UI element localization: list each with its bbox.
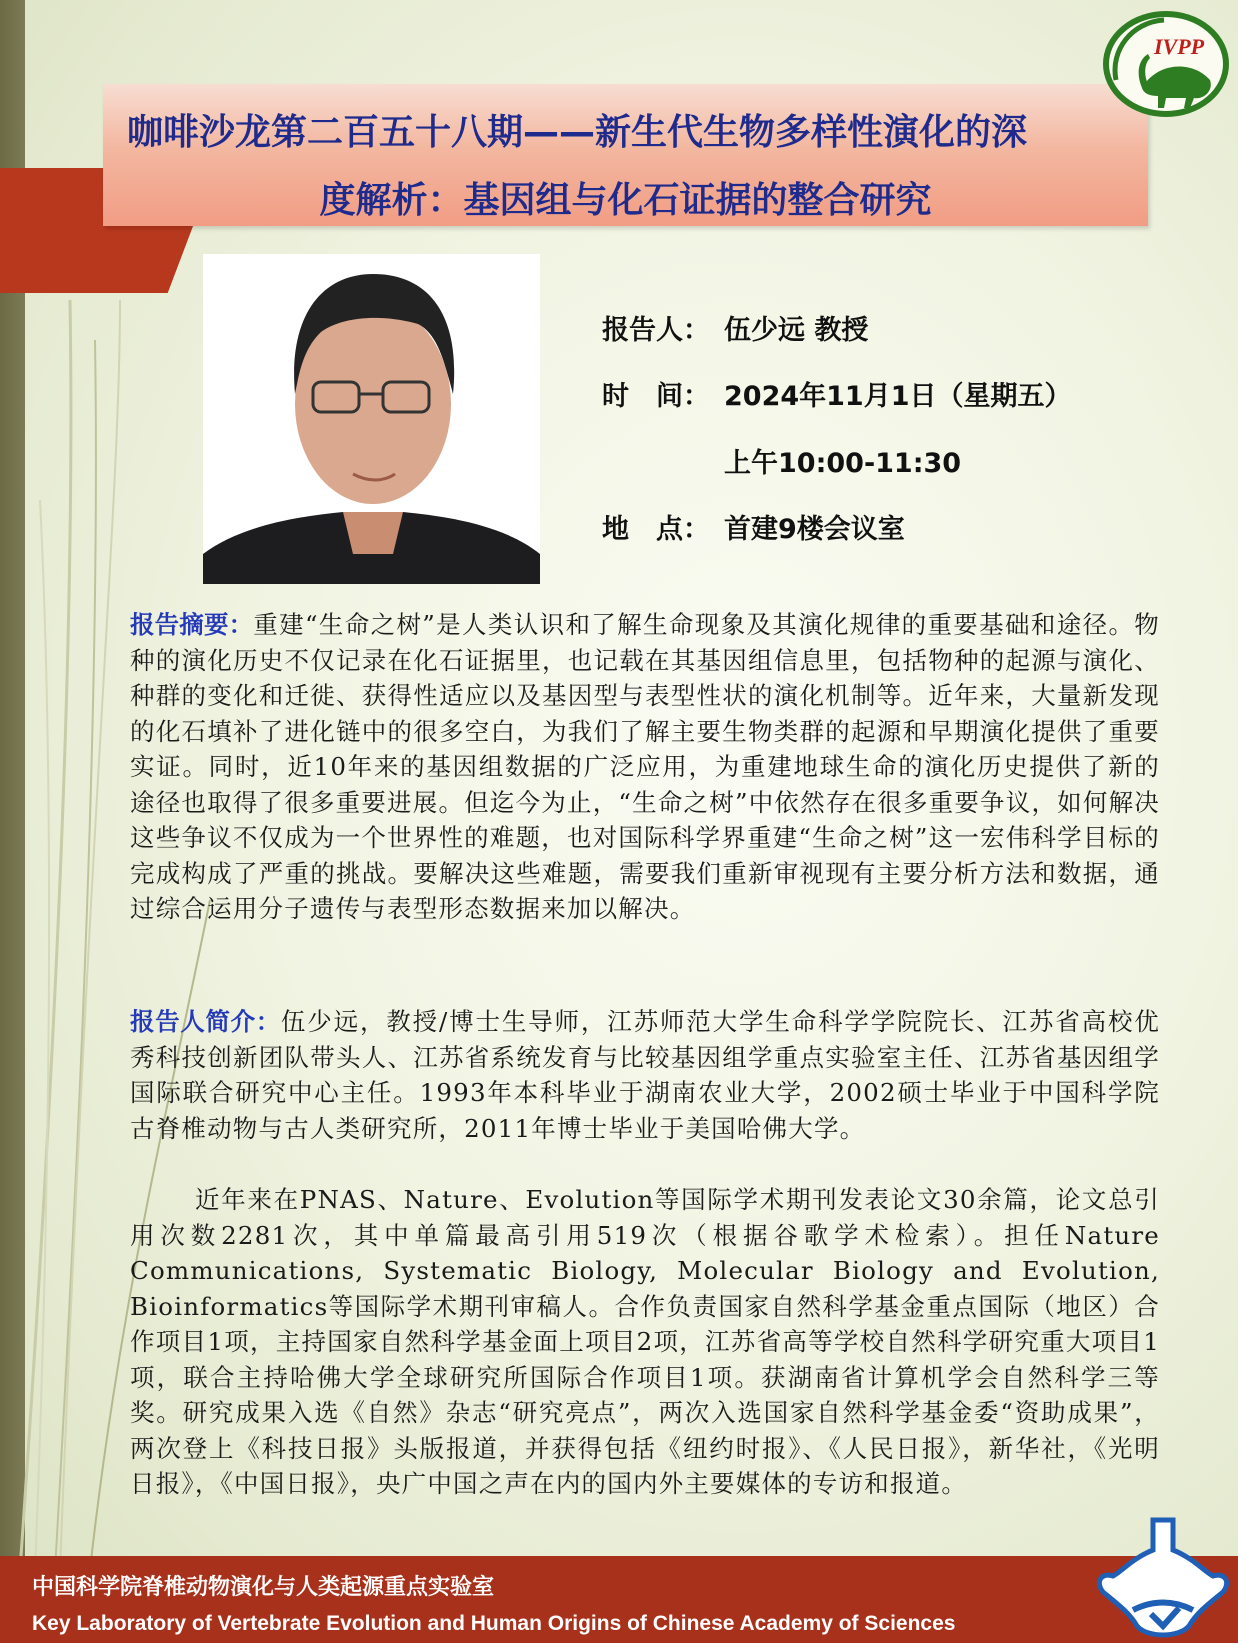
time-row bbox=[602, 374, 1072, 413]
bio-heading: 报告人简介： bbox=[130, 1007, 281, 1036]
abstract-paragraph bbox=[130, 607, 1160, 927]
title-line-1: 咖啡沙龙第二百五十八期——新生代生物多样性演化的深 bbox=[127, 112, 1028, 153]
logo-text: IVPP bbox=[1154, 34, 1205, 59]
footer-band bbox=[0, 1556, 1238, 1643]
bio-paragraph-2: 近年来在PNAS、Nature、Evolution等国际学术期刊发表论文30余篇，论文总引用次数2281次，其中单篇最高引用519次（根据谷歌学术检索）。担任Nature Communications, Systematic Biology, Molecular Biology and Evolution, Bioinformatics等国际学术期刊审稿人。合作负责国家自然科学基金重点国际（地区）合作项目1项，主持国家自然科学基金面上项目2项，江苏省高等学校自然科学研究重大项目1项，联合主持哈佛大学全球研究所国际合作项目1项。获湖南省计算机学会自然科学三等奖。研究成果入选《自然》杂志“研究亮点”，两次入选国家自然科学基金委“资助成果”，两次登上《科技日报》头版报道，并获得包括《纽约时报》、《人民日报》，新华社，《光明日报》，《中国日报》，央广中国之声在内的国内外主要媒体的专访和报道。 bbox=[130, 1185, 1160, 1498]
title-line-2: 度解析：基因组与化石证据的整合研究 bbox=[319, 180, 932, 221]
speaker-photo bbox=[203, 254, 540, 584]
bio-text: 伍少远，教授/博士生导师，江苏师范大学生命科学学院院长、江苏省高校优秀科技创新团队带头人、江苏省系统发育与比较基因组学重点实验室主任、江苏省基因组学国际联合研究中心主任。1993年本科毕业于湖南农业大学，2002硕士毕业于中国科学院古脊椎动物与古人类研究所，2011年博士毕业于美国哈佛大学。 bbox=[130, 1007, 1160, 1143]
time-value: 2024年11月1日（星期五） bbox=[724, 381, 1072, 412]
time-row-2 bbox=[602, 441, 961, 480]
portrait-image bbox=[203, 254, 540, 584]
ivpp-logo-icon bbox=[1102, 10, 1230, 118]
speaker-value: 伍少远 教授 bbox=[724, 315, 869, 346]
bio-paragraph bbox=[130, 1004, 1160, 1146]
place-value: 首建9楼会议室 bbox=[724, 514, 905, 545]
time-label: 时 间： bbox=[602, 381, 710, 412]
place-label: 地 点： bbox=[602, 514, 710, 545]
abstract-text: 重建“生命之树”是人类认识和了解生命现象及其演化规律的重要基础和途径。物种的演化历史不仅记录在化石证据里，也记载在其基因组信息里，包括物种的起源与演化、种群的变化和迁徙、获得性适应以及基因型与表型性状的演化机制等。近年来，大量新发现的化石填补了进化链中的很多空白，为我们了解主要生物类群的起源和早期演化提供了重要实证。同时，近10年来的基因组数据的广泛应用，为重建地球生命的演化历史提供了新的途径也取得了很多重要进展。但迄今为止，“生命之树”中依然存在很多重要争议，如何解决这些争议不仅成为一个世界性的难题，也对国际科学界重建“生命之树”这一宏伟科学目标的完成构成了严重的挑战。要解决这些难题，需要我们重新审视现有主要分析方法和数据，通过综合运用分子遗传与表型形态数据来加以解决。 bbox=[130, 610, 1160, 923]
footer-cn: 中国科学院脊椎动物演化与人类起源重点实验室 bbox=[32, 1575, 495, 1600]
lab-logo-icon bbox=[1093, 1516, 1233, 1643]
place-row bbox=[602, 507, 905, 546]
abstract-heading: 报告摘要： bbox=[130, 610, 254, 639]
speaker-row bbox=[602, 308, 868, 347]
time-value-2: 上午10:00-11:30 bbox=[724, 448, 962, 479]
speaker-label: 报告人： bbox=[602, 315, 710, 346]
footer-en: Key Laboratory of Vertebrate Evolution and Human Origins of Chinese Academy of Sciences bbox=[32, 1612, 956, 1635]
title-banner bbox=[103, 84, 1148, 226]
